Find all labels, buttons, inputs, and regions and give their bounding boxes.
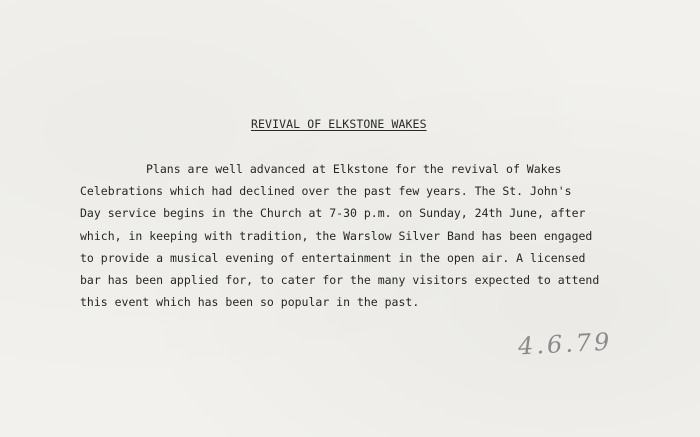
body-line: Plans are well advanced at Elkstone for the revival of Wakes	[146, 162, 562, 176]
handwritten-date: 4.6.79	[517, 327, 614, 361]
body-line: to provide a musical evening of entertainment in the open air. A licensed	[80, 250, 586, 265]
document-title: REVIVAL OF ELKSTONE WAKES	[251, 117, 427, 131]
body-line: which, in keeping with tradition, the Warslow Silver Band has been engaged	[80, 228, 593, 243]
body-line: this event which has been so popular in the past.	[80, 295, 420, 310]
body-line: Day service begins in the Church at 7-30 p.m. on Sunday, 24th June, after	[80, 206, 586, 221]
article-body	[80, 158, 680, 313]
body-line: bar has been applied for, to cater for the many visitors expected to attend	[80, 273, 600, 288]
body-line: Celebrations which had declined over the past few years. The St. John's	[80, 184, 572, 199]
